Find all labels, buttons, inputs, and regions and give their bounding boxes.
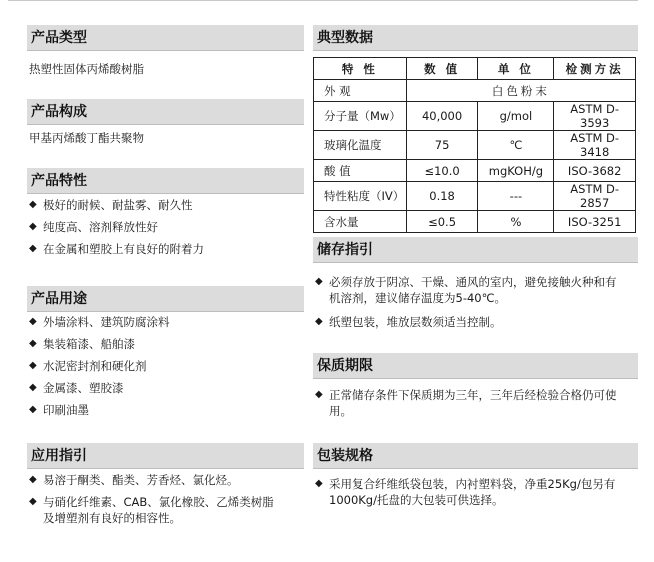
composition-header: 产品构成 <box>27 99 304 125</box>
table-cell: % <box>478 211 554 233</box>
table-row <box>314 131 636 160</box>
list-item: ◆ 纸塑包装，堆放层数须适当控制。 <box>315 315 502 329</box>
table-cell: 75 <box>406 131 478 160</box>
top-divider <box>8 0 638 1</box>
uses-header: 产品用途 <box>27 286 304 312</box>
table-cell: ASTM D-2857 <box>554 182 636 211</box>
shelf-life-header: 保质期限 <box>313 353 638 379</box>
diamond-bullet-icon: ◆ <box>315 276 323 287</box>
list-item: ◆ 集装箱漆、船舶漆 <box>29 337 135 351</box>
list-item: ◆ 水泥密封剂和硬化剂 <box>29 359 147 373</box>
table-cell: ASTM D-3593 <box>554 102 636 131</box>
features-header: 产品特性 <box>27 168 304 194</box>
table-cell: mgKOH/g <box>478 160 554 182</box>
list-item: ◆ 正常储存条件下保质期为三年，三年后经检验合格仍可使用。 <box>315 388 617 418</box>
diamond-bullet-icon: ◆ <box>29 360 37 371</box>
packaging-list <box>315 476 627 508</box>
list-item: ◆ 与硝化纤维素、CAB、氯化橡胶、乙烯类树脂及增塑剂有良好的相容性。 <box>29 495 274 525</box>
table-row <box>314 160 636 182</box>
shelf-life-list <box>315 387 627 419</box>
table-cell: g/mol <box>478 102 554 131</box>
column-header: 单 位 <box>478 58 554 80</box>
list-item: ◆ 极好的耐候、耐盐雾、耐久性 <box>29 198 193 212</box>
diamond-bullet-icon: ◆ <box>315 478 323 489</box>
column-header: 数 值 <box>406 58 478 80</box>
list-item: ◆ 纯度高、溶剂释放性好 <box>29 220 158 234</box>
typical-data-header: 典型数据 <box>313 25 638 51</box>
table-cell: 40,000 <box>406 102 478 131</box>
diamond-bullet-icon: ◆ <box>315 316 323 327</box>
typical-data-table <box>313 57 636 233</box>
table-cell: ASTM D-3418 <box>554 131 636 160</box>
table-cell: 0.18 <box>406 182 478 211</box>
diamond-bullet-icon: ◆ <box>29 474 37 485</box>
table-cell: 特性粘度（IV） <box>314 182 407 211</box>
table-cell: ISO-3251 <box>554 211 636 233</box>
diamond-bullet-icon: ◆ <box>29 243 37 254</box>
column-header: 特 性 <box>314 58 407 80</box>
diamond-bullet-icon: ◆ <box>29 338 37 349</box>
table-cell: 含水量 <box>314 211 407 233</box>
table-cell: --- <box>478 182 554 211</box>
diamond-bullet-icon: ◆ <box>29 316 37 327</box>
table-cell: 分子量（Mw） <box>314 102 407 131</box>
list-item: ◆ 在金属和塑胶上有良好的附着力 <box>29 242 204 256</box>
table-cell: ≤0.5 <box>406 211 478 233</box>
diamond-bullet-icon: ◆ <box>29 221 37 232</box>
composition-text: 甲基丙烯酸丁酯共聚物 <box>29 131 144 145</box>
storage-header: 储存指引 <box>313 237 638 263</box>
diamond-bullet-icon: ◆ <box>29 382 37 393</box>
features-list <box>29 197 304 263</box>
table-row <box>314 102 636 131</box>
packaging-header: 包装规格 <box>313 443 638 469</box>
application-header: 应用指引 <box>27 443 304 469</box>
table-cell: ℃ <box>478 131 554 160</box>
table-cell: 玻璃化温度 <box>314 131 407 160</box>
diamond-bullet-icon: ◆ <box>29 404 37 415</box>
column-header: 检测方法 <box>554 58 636 80</box>
storage-list <box>315 274 627 330</box>
list-item: ◆ 必须存放于阴凉、干燥、通风的室内，避免接触火种和有机溶剂，建议储存温度为5-40℃。 <box>315 275 617 305</box>
table-cell: ≤10.0 <box>406 160 478 182</box>
table-header-row <box>314 58 636 80</box>
list-item: ◆ 易溶于酮类、酯类、芳香烃、氯化烃。 <box>29 473 239 487</box>
table-cell: 白色粉末 <box>406 80 635 102</box>
list-item: ◆ 印刷油墨 <box>29 403 89 417</box>
diamond-bullet-icon: ◆ <box>29 199 37 210</box>
list-item: ◆ 金属漆、塑胶漆 <box>29 381 124 395</box>
list-item: ◆ 外墙涂料、建筑防腐涂料 <box>29 315 170 329</box>
list-item: ◆ 采用复合纤维纸袋包装，内衬塑料袋，净重25Kg/包另有1000Kg/托盘的大包装可供选择。 <box>315 477 616 507</box>
table-row <box>314 211 636 233</box>
diamond-bullet-icon: ◆ <box>29 496 37 507</box>
table-cell: 外 观 <box>314 80 407 102</box>
table-cell: ISO-3682 <box>554 160 636 182</box>
table-cell: 酸 值 <box>314 160 407 182</box>
application-list <box>29 472 281 532</box>
table-row <box>314 182 636 211</box>
diamond-bullet-icon: ◆ <box>315 389 323 400</box>
product-type-header: 产品类型 <box>27 25 304 51</box>
product-type-text: 热塑性固体丙烯酸树脂 <box>29 62 144 76</box>
table-row <box>314 80 636 102</box>
uses-list <box>29 314 304 424</box>
